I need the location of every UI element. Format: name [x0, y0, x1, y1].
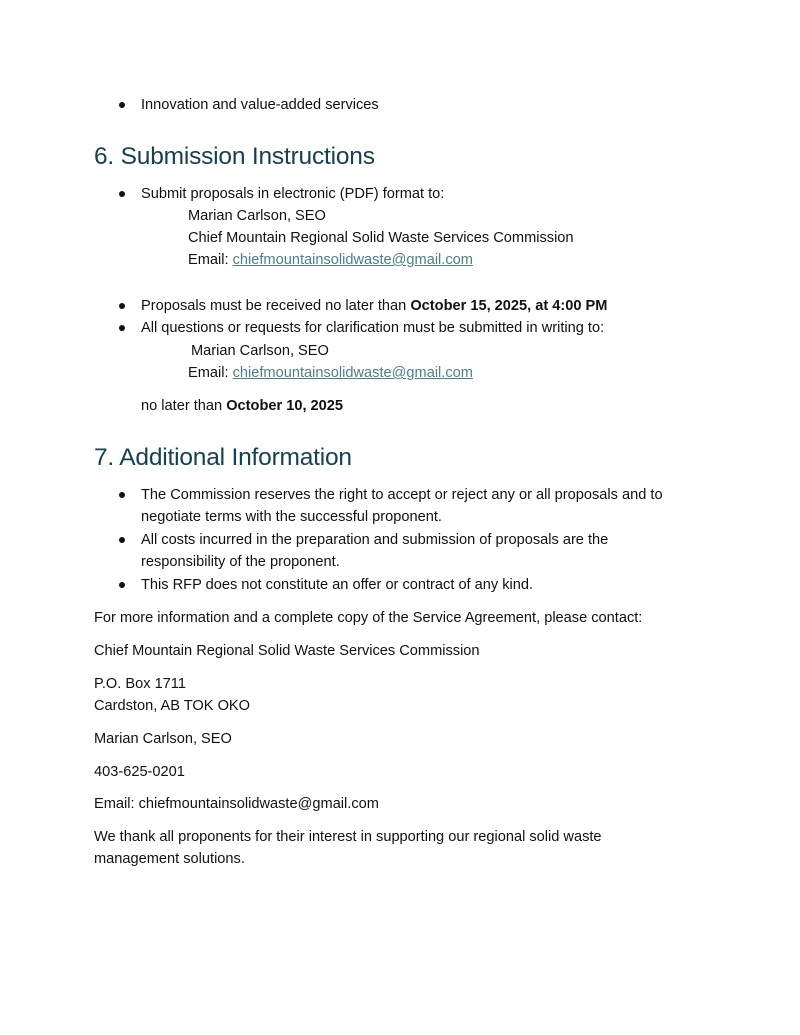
contact-phone: 403-625-0201 — [94, 764, 185, 780]
contact-city: Cardston, AB TOK OKO — [94, 698, 251, 714]
email-line — [188, 251, 473, 269]
bullet-icon — [119, 537, 125, 543]
bullet-icon — [119, 303, 125, 309]
list-item-line: The Commission reserves the right to accept or reject any or all proposals and to — [141, 487, 663, 503]
list-item-line: negotiate terms with the successful proponent. — [141, 509, 442, 525]
closing-line: We thank all proponents for their interest in supporting our regional solid waste — [94, 829, 602, 845]
bullet-icon — [119, 492, 125, 498]
closing-line: management solutions. — [94, 851, 245, 867]
contact-organization: Chief Mountain Regional Solid Waste Services Commission — [94, 643, 480, 659]
email-label: Email: — [188, 252, 233, 268]
contact-name: Marian Carlson, SEO — [191, 343, 329, 359]
list-item — [141, 297, 607, 315]
email-label: Email: — [188, 365, 233, 381]
bullet-icon — [119, 191, 125, 197]
contact-name: Marian Carlson, SEO — [188, 208, 326, 224]
list-item-line: All costs incurred in the preparation and submission of proposals are the — [141, 532, 609, 548]
deadline-text: Proposals must be received no later than — [141, 298, 411, 314]
list-item: Innovation and value-added services — [141, 97, 379, 113]
deadline-note — [141, 397, 343, 415]
email-line — [188, 364, 473, 382]
contact-name: Marian Carlson, SEO — [94, 731, 232, 747]
bullet-icon — [119, 582, 125, 588]
list-item: All questions or requests for clarification must be submitted in writing to: — [141, 320, 605, 336]
contact-email: Email: chiefmountainsolidwaste@gmail.com — [94, 796, 379, 812]
list-item-line: This RFP does not constitute an offer or contract of any kind. — [141, 577, 534, 593]
deadline-date: October 15, 2025, at 4:00 PM — [410, 298, 608, 314]
list-item-line: responsibility of the proponent. — [141, 554, 340, 570]
deadline-note-date: October 10, 2025 — [226, 398, 344, 414]
section-heading-submission: 6. Submission Instructions — [94, 143, 375, 170]
bullet-icon — [119, 325, 125, 331]
contact-po-box: P.O. Box 1711 — [94, 676, 186, 692]
list-item: Submit proposals in electronic (PDF) format to: — [141, 186, 445, 202]
bullet-icon — [119, 102, 125, 108]
deadline-note-text: no later than — [141, 398, 227, 414]
email-link[interactable]: chiefmountainsolidwaste@gmail.com — [232, 252, 473, 268]
contact-intro: For more information and a complete copy of the Service Agreement, please contact: — [94, 610, 643, 626]
email-link[interactable]: chiefmountainsolidwaste@gmail.com — [232, 365, 473, 381]
organization-name: Chief Mountain Regional Solid Waste Services Commission — [188, 230, 574, 246]
section-heading-additional: 7. Additional Information — [94, 444, 352, 471]
